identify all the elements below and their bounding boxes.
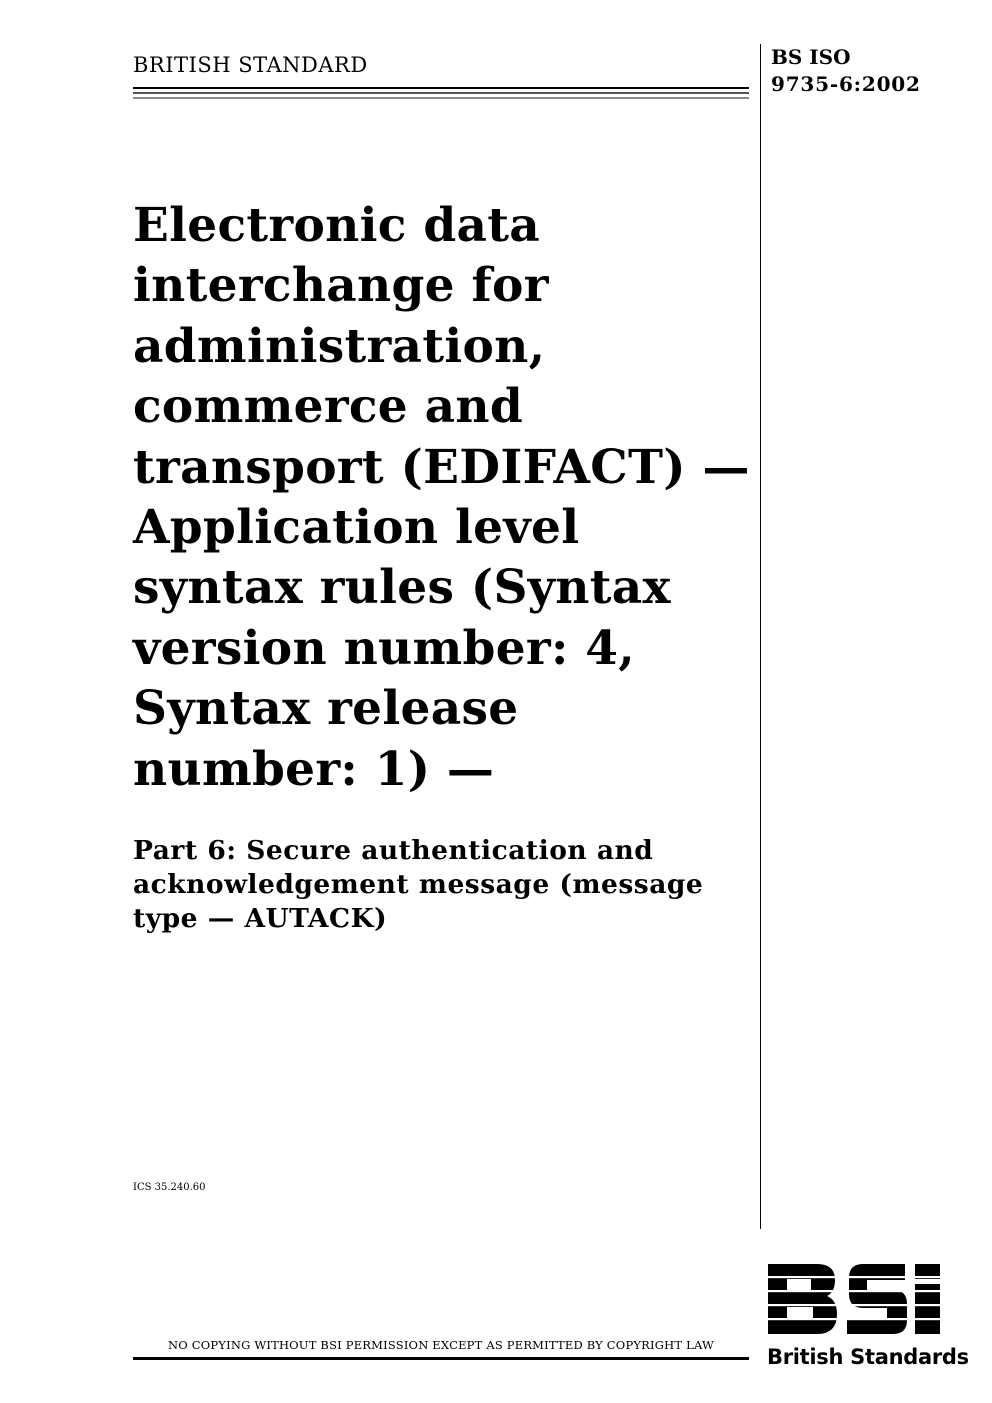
title-line: interchange for	[133, 258, 549, 314]
copyright-notice: NO COPYING WITHOUT BSI PERMISSION EXCEPT AS PERMITTED BY COPYRIGHT LAW	[167, 1338, 715, 1352]
header-rule	[133, 92, 749, 94]
header-rules	[133, 87, 749, 102]
title-line: Application level	[133, 500, 580, 556]
title-line: commerce and	[133, 379, 524, 435]
title-line: transport (EDIFACT) —	[133, 439, 750, 495]
title-line: syntax rules (Syntax	[133, 560, 671, 616]
part-title-line: type — AUTACK)	[133, 903, 388, 934]
vertical-divider	[760, 44, 761, 1229]
bsi-logo-mark	[768, 1264, 940, 1334]
standard-number-line: BS ISO	[771, 45, 851, 69]
title-line: administration,	[133, 318, 546, 374]
part-title-line: acknowledgement message (message	[133, 869, 704, 900]
bsi-logo-caption: British Standards	[767, 1345, 969, 1369]
standard-number	[771, 44, 921, 98]
standard-number-line: 9735-6:2002	[771, 72, 921, 96]
title-line: Electronic data	[133, 198, 541, 253]
header-rule	[133, 97, 749, 99]
title-line: Syntax release	[133, 681, 519, 737]
document-title	[133, 196, 753, 800]
ics-code: ICS 35.240.60	[133, 1182, 206, 1193]
header-rule	[133, 87, 749, 89]
document-category-label: BRITISH STANDARD	[133, 53, 368, 77]
title-line: number: 1) —	[133, 741, 495, 797]
footer-rule	[133, 1357, 749, 1360]
part-title-line: Part 6: Secure authentication and	[133, 835, 654, 866]
part-title	[133, 834, 743, 936]
title-line: version number: 4,	[133, 620, 635, 676]
